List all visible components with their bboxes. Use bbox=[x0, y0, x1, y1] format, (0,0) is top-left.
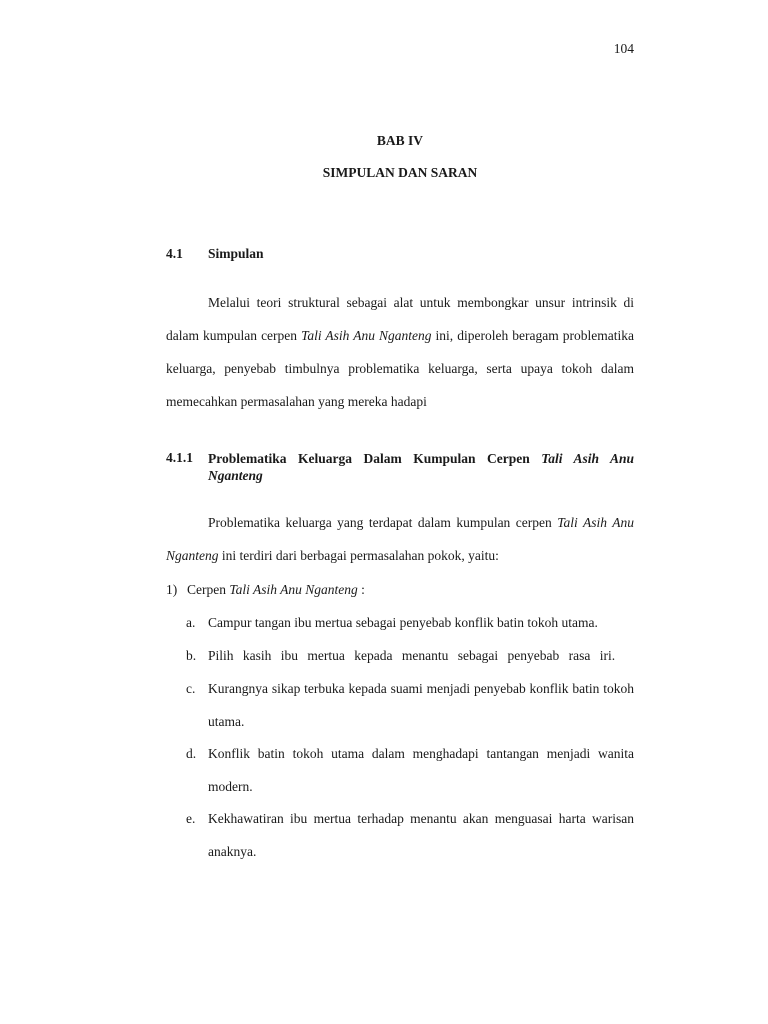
section-title-text: Problematika Keluarga Dalam Kumpulan Cerpen bbox=[208, 451, 542, 466]
paragraph-text: Problematika keluarga yang terdapat dalam kumpulan cerpen bbox=[208, 515, 558, 530]
list-marker: e. bbox=[186, 811, 196, 826]
paragraph-simpulan bbox=[166, 286, 634, 418]
paragraph-text: Melalui teori struktural sebagai alat untuk membongkar unsur intrinsik di dalam kumpulan cerpen bbox=[166, 295, 634, 343]
section-number: 4.1 bbox=[166, 246, 183, 261]
book-title-italic: Tali Asih Anu Nganteng bbox=[208, 451, 634, 483]
book-title-italic: Tali Asih Anu Nganteng bbox=[229, 582, 358, 597]
list-marker: d. bbox=[186, 746, 197, 761]
book-title-italic: Tali Asih Anu Nganteng bbox=[301, 328, 432, 343]
list-marker: a. bbox=[186, 615, 196, 630]
list-marker: b. bbox=[186, 648, 197, 663]
list-text: : bbox=[357, 582, 365, 597]
chapter-number: BAB IV bbox=[376, 133, 424, 148]
list-item-text: Pilih kasih ibu mertua kepada menantu sebagai penyebab rasa iri. bbox=[208, 648, 616, 663]
chapter-title: SIMPULAN DAN SARAN bbox=[322, 165, 478, 180]
paragraph-text: ini terdiri dari berbagai permasalahan pokok, yaitu: bbox=[218, 548, 499, 563]
paragraph-text: ini, diperoleh beragam problematika keluarga, penyebab timbulnya problematika keluarga, serta upaya tokoh dalam memecahkan permasalahan yang mereka hadapi bbox=[166, 328, 635, 409]
section-title bbox=[208, 450, 634, 484]
paragraph-problematika bbox=[166, 506, 634, 572]
list-marker: 1) bbox=[166, 582, 178, 597]
list-item-text: Campur tangan ibu mertua sebagai penyebab konflik batin tokoh utama. bbox=[208, 615, 598, 630]
list-text: Cerpen bbox=[187, 582, 230, 597]
list-item-cerpen bbox=[166, 573, 634, 606]
list-item-text: Kurangnya sikap terbuka kepada suami menjadi penyebab konflik batin tokoh utama. bbox=[208, 681, 634, 729]
list-item-text: Konflik batin tokoh utama dalam menghadapi tantangan menjadi wanita modern. bbox=[208, 746, 634, 794]
section-number: 4.1.1 bbox=[166, 450, 193, 465]
list-marker: c. bbox=[186, 681, 196, 696]
section-title: Simpulan bbox=[208, 246, 264, 261]
list-item-text: Kekhawatiran ibu mertua terhadap menantu akan menguasai harta warisan anaknya. bbox=[208, 811, 634, 859]
page-number: 104 bbox=[613, 41, 634, 56]
book-title-italic: Tali Asih Anu Nganteng bbox=[166, 515, 634, 563]
